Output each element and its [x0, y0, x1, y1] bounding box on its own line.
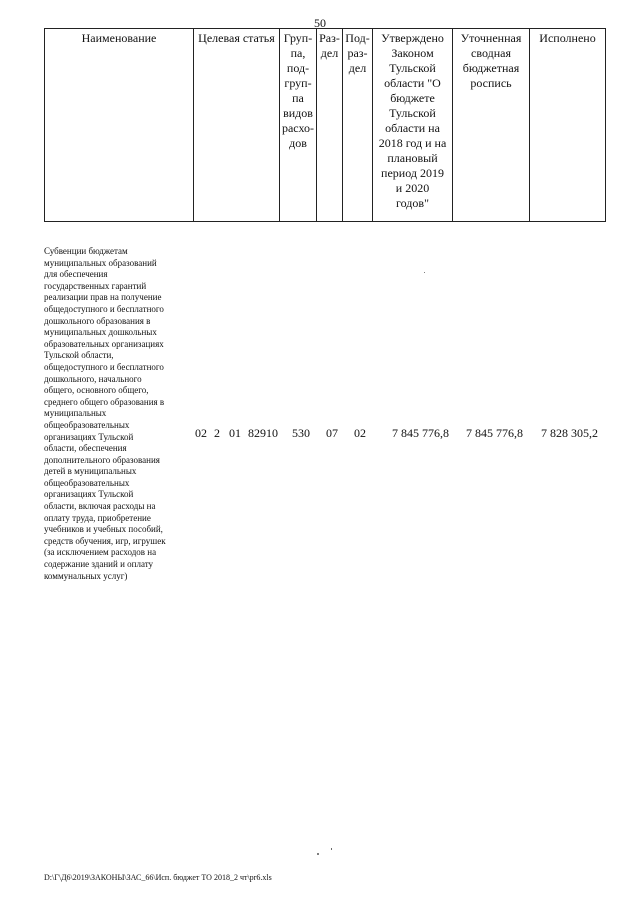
row-executed: 7 828 305,2	[541, 426, 598, 440]
header-expense-group: Груп- па, под- груп- па видов расхо- дов	[280, 29, 317, 222]
header-executed: Исполнено	[530, 29, 606, 222]
row-section: 07	[326, 426, 338, 440]
row-code-c: 01	[229, 426, 241, 440]
table-header	[44, 28, 606, 222]
header-name: Наименование	[45, 29, 194, 222]
header-approved: Утверждено Законом Тульской области "О бюджете Тульской области на 2018 год и на плановый период 2019 и 2020 годов"	[373, 29, 453, 222]
row-approved: 7 845 776,8	[392, 426, 449, 440]
header-subsection: Под- раз- дел	[343, 29, 373, 222]
row-code-a: 02	[195, 426, 207, 440]
header-target-article: Целевая статья	[194, 29, 280, 222]
scan-speck	[317, 853, 319, 855]
row-refined: 7 845 776,8	[466, 426, 523, 440]
header-refined: Уточненная сводная бюджетная роспись	[453, 29, 530, 222]
row-code-b: 2	[214, 426, 220, 440]
page-number: 50	[314, 16, 326, 30]
row-code-d: 82910	[248, 426, 278, 440]
header-section: Раз- дел	[317, 29, 343, 222]
scan-speck	[424, 272, 425, 273]
file-path-footer: D:\Г\Д6\2019\ЗАКОНЫ\ЗАС_66\Исп. бюджет ТО 2018_2 чт\pr6.xls	[44, 873, 272, 882]
row-description: Субвенции бюджетам муниципальных образований для обеспечения государственных гарантий реализации прав на получение общедоступного и бесплатного дошкольного образования в муниципальных дошкольных образовательных организациях Тульской области, общедоступного и бесплатного дошкольного, начального общего, основного общего, среднего общего образования в муниципальных общеобразовательных организациях Тульской области, обеспечения дополнительного образования детей в муниципальных общеобразовательных организациях Тульской области, включая расходы на оплату труда, приобретение учебников и учебных пособий, средств обучения, игр, игрушек (за исключением расходов на содержание зданий и оплату коммунальных услуг)	[44, 246, 166, 581]
scan-speck	[331, 848, 332, 850]
row-subsection: 02	[354, 426, 366, 440]
row-expense-group: 530	[292, 426, 310, 440]
